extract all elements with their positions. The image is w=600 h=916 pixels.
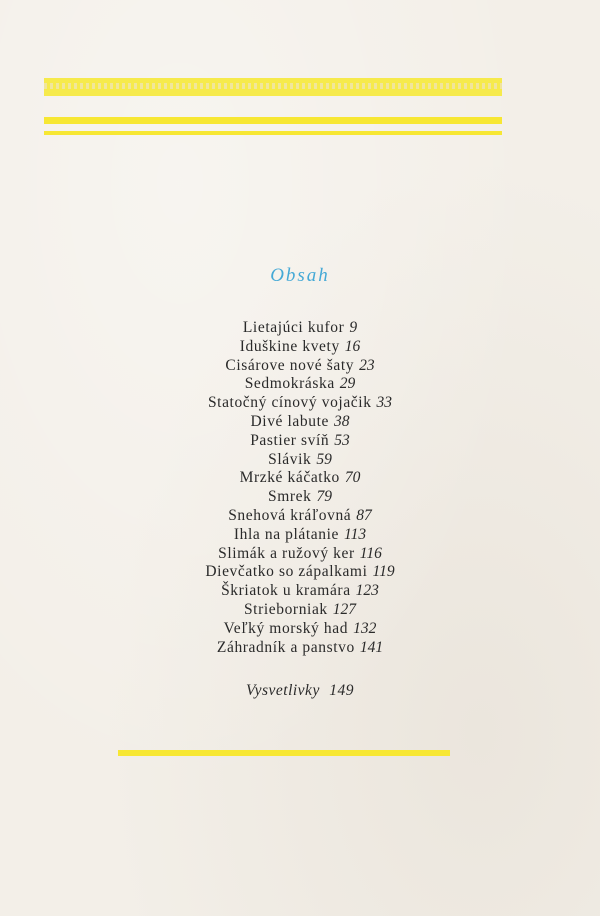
contents-heading: Obsah [270, 265, 330, 286]
toc-entry-title: Statočný cínový vojačik [207, 394, 372, 412]
toc-entry-title: Smrek [268, 488, 312, 506]
toc-entry[interactable] [0, 413, 600, 432]
bottom-rule [118, 750, 450, 756]
toc-entry-page: 132 [353, 619, 377, 637]
top-rule-thick [44, 117, 502, 124]
toc-entry-page: 149 [329, 682, 354, 699]
toc-entry-title: Mrzké káčatko [239, 469, 340, 487]
toc-entry-title: Ihla na plátanie [233, 525, 340, 543]
toc-entry-title: Slávik [268, 450, 312, 468]
toc-entry-page: 53 [334, 431, 350, 449]
toc-entry[interactable] [0, 526, 600, 545]
toc-entry-page: 116 [359, 544, 382, 562]
toc-entry-page: 16 [344, 337, 361, 355]
toc-entry[interactable] [0, 394, 600, 413]
toc-entry-title: Vysvetlivky [246, 682, 320, 699]
toc-entry-page: 127 [332, 600, 357, 618]
toc-entry-title: Strieborniak [243, 600, 328, 618]
toc-entry[interactable] [0, 375, 600, 394]
toc-entry-title: Divé labute [250, 412, 329, 430]
band-dot-pattern [44, 83, 502, 89]
table-of-contents [0, 319, 600, 657]
top-rule-thin [44, 131, 502, 135]
toc-entry-title: Záhradník a panstvo [216, 638, 355, 656]
toc-entry[interactable] [0, 601, 600, 620]
toc-entry-page: 9 [349, 319, 358, 336]
top-decorative-band [44, 78, 502, 96]
toc-entry[interactable] [0, 507, 600, 526]
toc-entry-page: 113 [344, 525, 367, 543]
toc-entry-page: 38 [333, 412, 350, 430]
toc-entry-page: 79 [316, 488, 332, 506]
toc-entry[interactable] [0, 451, 600, 470]
toc-entry[interactable] [0, 469, 600, 488]
toc-entry-notes[interactable] [0, 682, 600, 700]
toc-entry-title: Veľký morský had [223, 619, 349, 637]
toc-entry-title: Cisárove nové šaty [225, 356, 355, 374]
toc-entry-page: 59 [316, 450, 332, 468]
toc-entry-title: Škriatok u kramára [221, 582, 351, 600]
toc-entry-page: 29 [339, 375, 356, 393]
toc-entry-page: 123 [355, 582, 379, 600]
toc-entry-title: Sedmokráska [244, 375, 335, 393]
toc-entry-title: Dievčatko so zápalkami [205, 563, 368, 581]
toc-entry[interactable] [0, 357, 600, 376]
toc-entry-title: Slimák a ružový ker [218, 544, 355, 562]
toc-entry[interactable] [0, 319, 600, 338]
toc-entry-page: 141 [359, 638, 384, 656]
toc-entry-page: 119 [372, 563, 395, 581]
toc-entry-page: 23 [359, 356, 375, 374]
toc-entry[interactable] [0, 488, 600, 507]
toc-entry-title: Iduškine kvety [239, 337, 340, 355]
toc-entry[interactable] [0, 620, 600, 639]
toc-entry-title: Pastier svíň [250, 431, 330, 449]
toc-entry-title: Snehová kráľovná [228, 506, 352, 524]
toc-entry[interactable] [0, 338, 600, 357]
toc-entry-page: 33 [376, 394, 393, 412]
toc-entry[interactable] [0, 582, 600, 601]
toc-entry-page: 87 [356, 506, 372, 524]
toc-entry[interactable] [0, 545, 600, 564]
toc-entry[interactable] [0, 563, 600, 582]
toc-entry-page: 70 [344, 469, 361, 487]
toc-entry[interactable] [0, 432, 600, 451]
toc-entry-title: Lietajúci kufor [242, 319, 345, 336]
toc-entry[interactable] [0, 639, 600, 658]
